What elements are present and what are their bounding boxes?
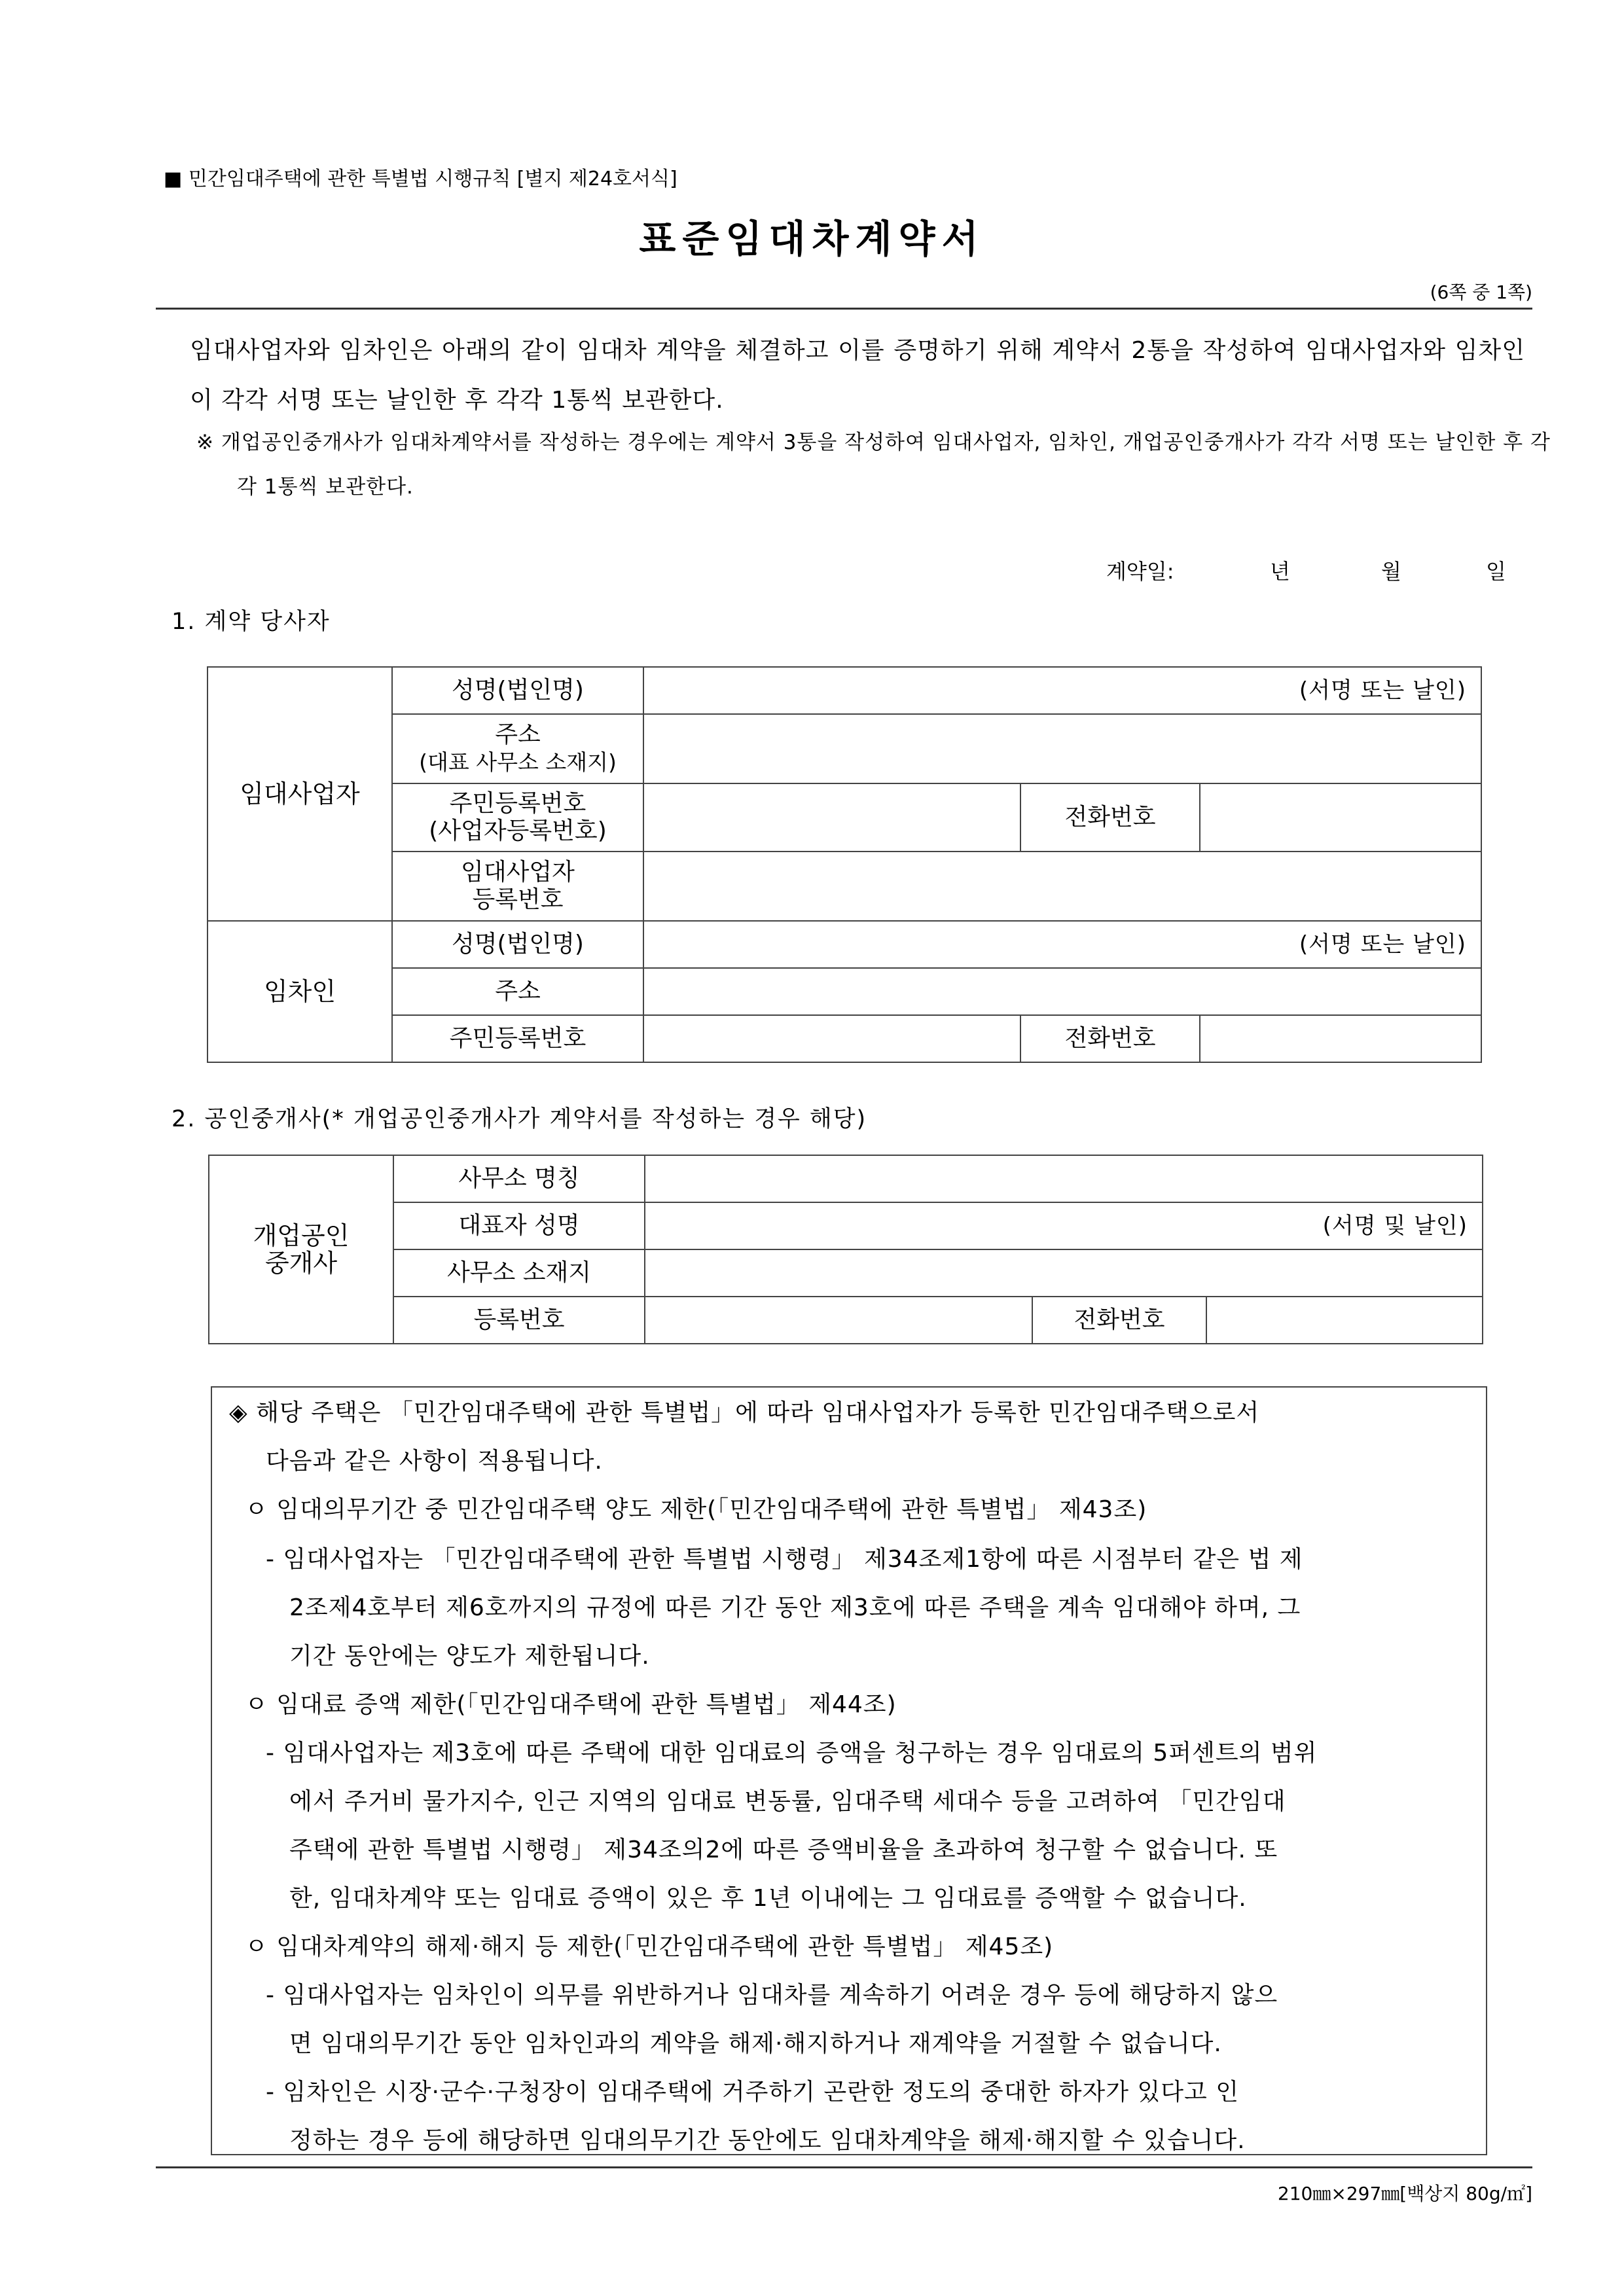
broker-rep-name-label: 대표자 성명	[393, 1202, 645, 1249]
parties-table	[207, 666, 1482, 1063]
landlord-address-label-line2: (대표 사무소 소재지)	[419, 749, 617, 775]
form-reference: ■ 민간임대주택에 관한 특별법 시행규칙 [별지 제24호서식]	[164, 168, 677, 190]
landlord-phone-label: 전화번호	[1020, 783, 1200, 852]
landlord-name-label: 성명(법인명)	[392, 667, 643, 714]
contract-date-month: 월	[1381, 559, 1401, 584]
contract-date-day: 일	[1486, 559, 1506, 584]
section1-heading: 1. 계약 당사자	[171, 609, 331, 635]
notice-line: ㅇ 임대차계약의 해제·해지 등 제한(「민간임대주택에 관한 특별법」 제45조)	[245, 1933, 1054, 1960]
intro-text: 임대사업자와 임차인은 아래의 같이 임대차 계약을 체결하고 이를 증명하기 위해 계약서 2통을 작성하여 임대사업자와 임차인이 각각 서명 또는 날인한 후 각각 1통씩 보관한다.	[190, 337, 1525, 414]
notice-line: 주택에 관한 특별법 시행령」 제34조의2에 따른 증액비율을 초과하여 청구할 수 없습니다. 또	[289, 1837, 1278, 1863]
contract-date-year: 년	[1270, 559, 1290, 584]
broker-phone-field[interactable]	[1206, 1297, 1483, 1344]
landlord-address-field[interactable]	[643, 714, 1481, 783]
document-title: 표준임대차계약서	[639, 217, 985, 261]
bottom-divider	[156, 2166, 1532, 2168]
broker-rep-name-field[interactable]	[645, 1202, 1483, 1249]
landlord-signature-note: (서명 또는 날인)	[1299, 677, 1467, 704]
broker-office-name-label: 사무소 명칭	[393, 1155, 645, 1202]
landlord-id-label-line2: (사업자등록번호)	[429, 817, 607, 844]
notice-line: 다음과 같은 사항이 적용됩니다.	[266, 1448, 603, 1475]
tenant-address-field[interactable]	[643, 968, 1481, 1015]
notice-line: 2조제4호부터 제6호까지의 규정에 따른 기간 동안 제3호에 따른 주택을 계속 임대해야 하며, 그	[289, 1594, 1301, 1621]
landlord-reg-label-line2: 등록번호	[472, 886, 564, 913]
tenant-name-label: 성명(법인명)	[392, 921, 643, 968]
landlord-reg-label-line1: 임대사업자	[461, 859, 575, 886]
tenant-header: 임차인	[208, 921, 392, 1062]
tenant-phone-field[interactable]	[1200, 1015, 1481, 1062]
landlord-address-label	[392, 714, 643, 783]
broker-office-name-field[interactable]	[645, 1155, 1483, 1202]
landlord-phone-field[interactable]	[1200, 783, 1481, 852]
tenant-address-label: 주소	[392, 968, 643, 1015]
broker-phone-label: 전화번호	[1032, 1297, 1206, 1344]
top-divider	[156, 308, 1532, 310]
tenant-name-field[interactable]	[643, 921, 1481, 968]
broker-signature-note: (서명 및 날인)	[1322, 1213, 1468, 1239]
notice-line: ㅇ 임대료 증액 제한(「민간임대주택에 관한 특별법」 제44조)	[245, 1691, 897, 1718]
intro-note: ※ 개업공인중개사가 임대차계약서를 작성하는 경우에는 계약서 3통을 작성하여 임대사업자, 임차인, 개업공인중개사가 각각 서명 또는 날인한 후 각각 1통씩 보관한다.	[196, 431, 1551, 499]
broker-reg-number-field[interactable]	[645, 1297, 1032, 1344]
notice-line: 한, 임대차계약 또는 임대료 증액이 있은 후 1년 이내에는 그 임대료를 증액할 수 없습니다.	[289, 1885, 1247, 1912]
paper-spec-footer: 210㎜×297㎜[백상지 80g/㎡]	[1277, 2183, 1532, 2204]
broker-header	[209, 1155, 393, 1344]
notice-line: ◈ 해당 주택은 「민간임대주택에 관한 특별법」에 따라 임대사업자가 등록한 민간임대주택으로서	[229, 1399, 1260, 1426]
notice-box	[211, 1386, 1487, 2155]
section2-heading: 2. 공인중개사(* 개업공인중개사가 계약서를 작성하는 경우 해당)	[171, 1106, 867, 1132]
broker-header-line2: 중개사	[264, 1249, 338, 1278]
notice-line: 정하는 경우 등에 해당하면 임대의무기간 동안에도 임대차계약을 해제·해지할 수 있습니다.	[289, 2127, 1246, 2154]
broker-office-address-label: 사무소 소재지	[393, 1249, 645, 1297]
broker-reg-number-label: 등록번호	[393, 1297, 645, 1344]
landlord-id-label-line1: 주민등록번호	[449, 790, 586, 817]
notice-line: 면 임대의무기간 동안 임차인과의 계약을 해제·해지하거나 재계약을 거절할 수 없습니다.	[289, 2030, 1222, 2057]
notice-line: - 임대사업자는 제3호에 따른 주택에 대한 임대료의 증액을 청구하는 경우 임대료의 5퍼센트의 범위	[266, 1740, 1318, 1767]
notice-line: - 임차인은 시장·군수·구청장이 임대주택에 거주하기 곤란한 정도의 중대한 하자가 있다고 인	[266, 2079, 1240, 2106]
notice-line: 기간 동안에는 양도가 제한됩니다.	[289, 1643, 650, 1670]
broker-table	[208, 1155, 1483, 1344]
notice-line: 에서 주거비 물가지수, 인근 지역의 임대료 변동률, 임대주택 세대수 등을 고려하여 「민간임대	[289, 1788, 1286, 1815]
notice-line: ㅇ 임대의무기간 중 민간임대주택 양도 제한(「민간임대주택에 관한 특별법」 제43조)	[245, 1496, 1147, 1523]
notice-line: - 임대사업자는 임차인이 의무를 위반하거나 임대차를 계속하기 어려운 경우 등에 해당하지 않으	[266, 1982, 1278, 2009]
landlord-address-label-line1: 주소	[495, 721, 541, 748]
landlord-header: 임대사업자	[208, 667, 392, 921]
page-indicator: (6쪽 중 1쪽)	[1430, 281, 1532, 303]
landlord-id-field[interactable]	[643, 783, 1020, 852]
notice-line: - 임대사업자는 「민간임대주택에 관한 특별법 시행령」 제34조제1항에 따른 시점부터 같은 법 제	[266, 1546, 1303, 1573]
contract-date-label: 계약일:	[1106, 559, 1174, 584]
tenant-phone-label: 전화번호	[1020, 1015, 1200, 1062]
tenant-id-label: 주민등록번호	[392, 1015, 643, 1062]
landlord-id-label	[392, 783, 643, 852]
broker-office-address-field[interactable]	[645, 1249, 1483, 1297]
broker-header-line1: 개업공인	[253, 1221, 350, 1250]
landlord-name-field[interactable]	[643, 667, 1481, 714]
tenant-id-field[interactable]	[643, 1015, 1020, 1062]
tenant-signature-note: (서명 또는 날인)	[1299, 931, 1467, 958]
landlord-reg-label	[392, 852, 643, 921]
landlord-reg-field[interactable]	[643, 852, 1481, 921]
